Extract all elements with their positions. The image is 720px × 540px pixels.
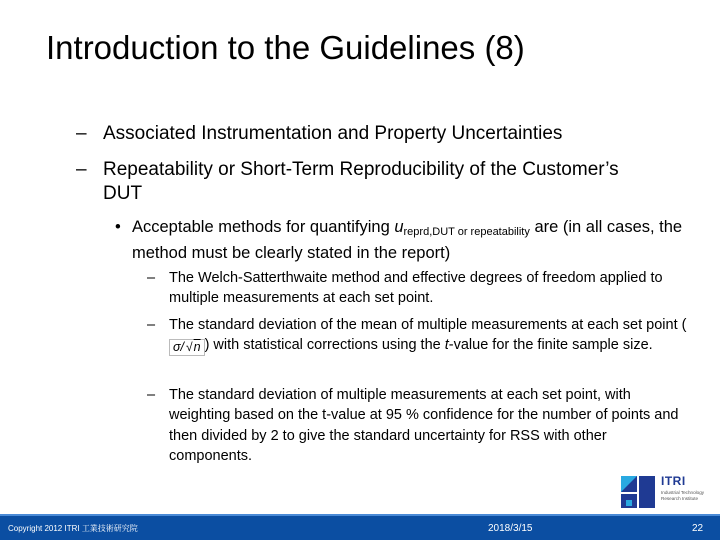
footer-date: 2018/3/15 [488, 523, 533, 534]
formula-sigma: σ [173, 340, 181, 355]
l2-var-u: u [394, 218, 404, 236]
bullet-l3-1-text: The Welch-Satterthwaite method and effective degrees of freedom applied to multiple measurements at each set point. [169, 270, 663, 307]
bullet-l1-1-text: Associated Instrumentation and Property Uncertainties [103, 123, 563, 144]
dash-marker: – [147, 317, 156, 333]
itri-logo-line2: Research Institute [661, 496, 699, 501]
l2-subscript: reprd,DUT or repeatability [403, 226, 530, 238]
sqrt-icon: √ [186, 340, 193, 355]
bullet-l3-2 [147, 315, 687, 356]
l3-2-after: -value for the finite sample size. [448, 337, 653, 354]
bullet-dot: • [115, 218, 121, 236]
bullet-l3-2-text [169, 315, 687, 356]
bullet-l3-3 [147, 385, 687, 466]
sigma-over-sqrt-n-formula [169, 339, 205, 356]
itri-logo-line1: Industrial Technology [661, 490, 705, 495]
l3-2-mid: ) with statistical corrections using the [204, 337, 445, 354]
dash-marker: – [76, 159, 87, 180]
itri-logo [618, 472, 718, 514]
slide-title: Introduction to the Guidelines (8) [46, 29, 525, 66]
dash-marker: – [147, 270, 156, 286]
bullet-l2 [115, 217, 695, 264]
footer-rule [0, 514, 720, 516]
footer-bar [0, 514, 720, 540]
formula-n: n [193, 340, 201, 355]
formula-slash: / [180, 340, 185, 355]
dash-marker: – [147, 387, 156, 403]
l2-text-after: are (in all cases, the method must be clearly stated in the report) [132, 218, 683, 262]
footer-page-number: 22 [692, 523, 704, 534]
bullet-l3-1 [147, 268, 687, 309]
l3-2-before: The standard deviation of the mean of multiple measurements at each set point ( [169, 317, 687, 333]
bullet-l3-3-text: The standard deviation of multiple measurements at each set point, with weighting based on the t-value at 95 % confidence for the number of points and then divided by 2 to give the standard uncertainty for RSS with other components. [169, 387, 679, 464]
bullet-l1-2-text: Repeatability or Short-Term Reproducibility of the Customer’s DUT [103, 159, 619, 204]
l3-2-t-italic: t [444, 337, 449, 354]
footer-copyright: Copyright 2012 ITRI 工業技術研究院 [8, 524, 138, 533]
bullet-l1-1 [76, 122, 696, 146]
bullet-l1-2 [76, 158, 656, 206]
bullet-l2-text [132, 217, 695, 264]
dash-marker: – [76, 123, 87, 144]
itri-logo-name: ITRI [661, 474, 686, 488]
itri-logo-mark-icon [618, 472, 658, 512]
l2-text-before: Acceptable methods for quantifying [132, 218, 395, 236]
